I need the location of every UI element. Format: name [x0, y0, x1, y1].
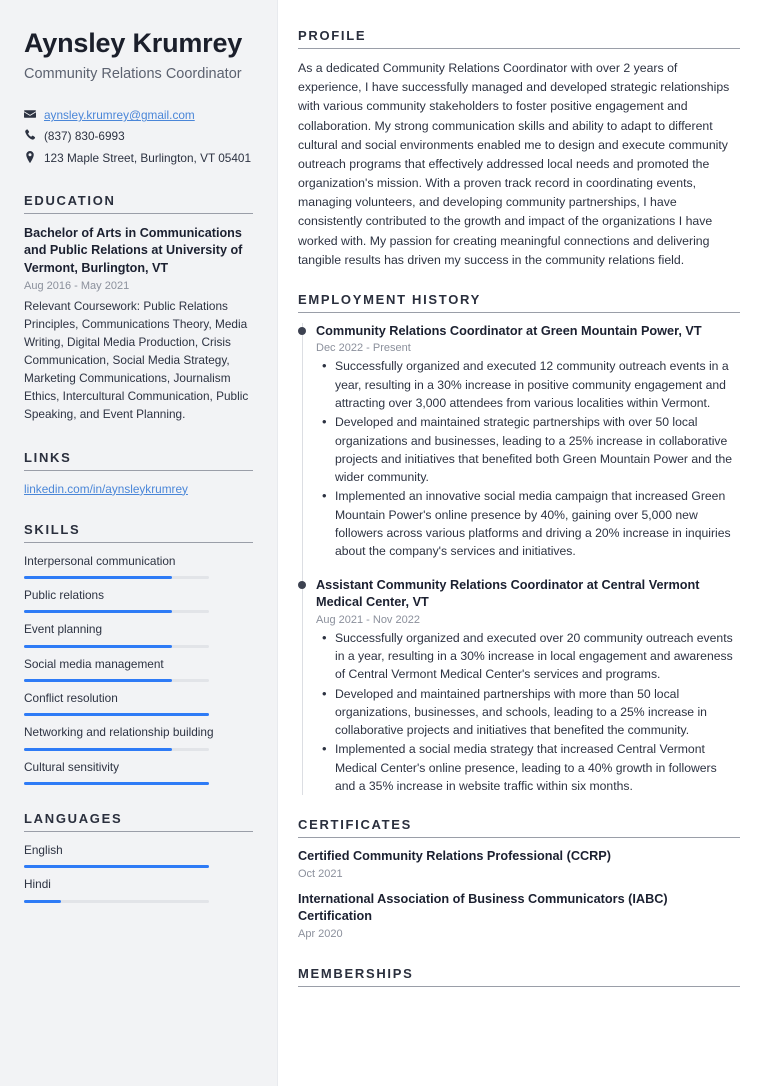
language-item: [24, 877, 253, 902]
profile-heading: PROFILE: [298, 28, 367, 43]
contact-phone-row: [24, 128, 253, 145]
contact-address-row: [24, 150, 253, 167]
section-skills: [24, 522, 253, 785]
section-links: [24, 450, 253, 496]
skill-item: [24, 554, 253, 579]
links-rule: [24, 470, 253, 471]
education-description: Relevant Coursework: Public Relations Principles, Communications Theory, Media Writing, Digital Media Production, Crisis Communication, Social Media Strategy, Marketing Communications, Journalism Ethics, Intercultural Communication, Public Speaking, and Event Planning.: [24, 299, 249, 421]
language-level-fill: [24, 900, 61, 903]
skill-label: Event planning: [24, 622, 103, 637]
education-rule: [24, 213, 253, 214]
skill-level-fill: [24, 576, 172, 579]
skill-level-fill: [24, 679, 172, 682]
timeline-dot-icon: [298, 581, 306, 589]
skill-item: [24, 691, 253, 716]
employment-item: [298, 577, 740, 796]
education-item: [24, 225, 253, 424]
main-column: [277, 0, 768, 1086]
job-bullet: • Developed and maintained partnerships with more than 50 local organizations, businesses, and schools, leading to a 25% increase in collaborative projects and initiatives that benefited the community.: [333, 685, 740, 740]
email-link[interactable]: aynsley.krumrey@gmail.com: [44, 108, 195, 123]
section-memberships: [298, 966, 740, 987]
candidate-name: Aynsley Krumrey: [24, 28, 243, 58]
skill-label: Cultural sensitivity: [24, 759, 120, 774]
skill-level-track: [24, 679, 209, 682]
job-bullet-list: [316, 357, 740, 560]
link-item: [24, 482, 253, 496]
skill-level-fill: [24, 748, 172, 751]
profile-text: As a dedicated Community Relations Coordinator with over 2 years of experience, I have successfully managed and developed strategic relationships with various community stakeholders to foster positive engagement and collaboration. My strong communication skills and ability to adapt to different cultural and social environments enabled me to design and execute community outreach programs that effectively addressed local needs and promoted the organization's mission. With a proven track record in coordinating events, managing volunteers, and developing community partnerships, I have consistently contributed to the growth and impact of the organizations I have worked with. My passion for creating meaningful connections and delivering tangible results has driven my success in the community relations field.: [298, 61, 730, 267]
address-text: 123 Maple Street, Burlington, VT 05401: [44, 150, 252, 165]
section-certificates: [298, 817, 740, 940]
education-date: Aug 2016 - May 2021: [24, 280, 130, 293]
skills-heading: SKILLS: [24, 521, 81, 537]
skill-level-track: [24, 645, 209, 648]
languages-rule: [24, 831, 253, 832]
memberships-rule: [298, 986, 740, 987]
skill-level-track: [24, 576, 209, 579]
job-bullet: • Developed and maintained strategic partnerships with over 50 local organizations and businesses, leading to a 25% increase in collaborative projects and initiatives that benefited both Green Mountain Power and the wider community.: [333, 413, 740, 486]
job-bullet: • Implemented an innovative social media campaign that increased Green Mountain Power's online presence by 40%, gaining over 5,000 new followers across various platforms and driving a 20% increase in inquiries about the company's services and initiatives.: [333, 487, 740, 560]
sidebar: [0, 0, 277, 1086]
links-heading: LINKS: [24, 449, 72, 465]
section-education: [24, 193, 253, 424]
skill-level-track: [24, 713, 209, 716]
certificate-item: [298, 891, 740, 940]
contact-list: [24, 107, 253, 166]
language-item: [24, 843, 253, 868]
linkedin-link[interactable]: linkedin.com/in/aynsleykrumrey: [24, 481, 188, 496]
skill-level-track: [24, 748, 209, 751]
skill-item: [24, 725, 253, 750]
language-label: English: [24, 843, 63, 858]
skill-label: Public relations: [24, 588, 104, 603]
candidate-job-title: Community Relations Coordinator: [24, 65, 242, 82]
languages-heading: LANGUAGES: [24, 811, 123, 827]
envelope-icon: [24, 107, 44, 120]
employment-heading: EMPLOYMENT HISTORY: [298, 291, 482, 307]
education-heading: EDUCATION: [24, 192, 116, 208]
skill-item: [24, 622, 253, 647]
employment-rule: [298, 312, 740, 313]
job-title: Community Relations Coordinator at Green Mountain Power, VT: [316, 323, 702, 338]
skill-level-track: [24, 782, 209, 785]
language-level-fill: [24, 865, 209, 868]
skill-level-fill: [24, 645, 172, 648]
certificate-title: Certified Community Relations Professional (CCRP): [298, 849, 611, 864]
skills-rule: [24, 542, 253, 543]
skill-level-track: [24, 610, 209, 613]
contact-email-text: [44, 107, 253, 124]
job-bullet: • Successfully organized and executed over 20 community outreach events in a year, resulting in a 30% increase in local engagement and awareness of Central Vermont Medical Center's services and programs.: [333, 629, 740, 684]
certificates-rule: [298, 837, 740, 838]
job-date: Aug 2021 - Nov 2022: [316, 613, 420, 626]
spacer: [316, 562, 740, 577]
education-title: Bachelor of Arts in Communications and Public Relations at University of Vermont, Burlington, VT: [24, 225, 243, 275]
memberships-heading: MEMBERSHIPS: [298, 965, 414, 981]
language-level-track: [24, 900, 209, 903]
skill-label: Networking and relationship building: [24, 725, 214, 740]
employment-item: [298, 323, 740, 577]
certificate-title: International Association of Business Communicators (IABC) Certification: [298, 891, 668, 924]
certificate-item: [298, 848, 740, 880]
skill-item: [24, 588, 253, 613]
employment-timeline: [298, 323, 740, 795]
phone-icon: [24, 128, 44, 141]
skill-item: [24, 760, 253, 785]
skill-label: Interpersonal communication: [24, 553, 176, 568]
language-label: Hindi: [24, 877, 51, 892]
skill-label: Conflict resolution: [24, 691, 118, 706]
skill-level-fill: [24, 713, 209, 716]
contact-email-row[interactable]: [24, 107, 253, 124]
certificates-heading: CERTIFICATES: [298, 817, 413, 833]
skill-item: [24, 657, 253, 682]
job-bullet: • Successfully organized and executed 12 community outreach events in a year, resulting in a 30% increase in positive community engagement and attracting over 3,000 attendees from various localities within Vermont.: [333, 357, 740, 412]
phone-text: (837) 830-6993: [44, 129, 125, 144]
section-profile: [298, 28, 740, 270]
job-bullet-list: [316, 629, 740, 796]
timeline-dot-icon: [298, 327, 306, 335]
certificate-date: Oct 2021: [298, 867, 343, 880]
skill-level-fill: [24, 782, 209, 785]
section-employment: [298, 292, 740, 795]
job-date: Dec 2022 - Present: [316, 342, 411, 355]
certificate-date: Apr 2020: [298, 927, 343, 940]
job-title: Assistant Community Relations Coordinator at Central Vermont Medical Center, VT: [316, 577, 700, 610]
section-languages: [24, 811, 253, 903]
profile-rule: [298, 48, 740, 49]
job-bullet: • Implemented a social media strategy that increased Central Vermont Medical Center's online presence, leading to a 40% growth in followers and a 35% increase in website traffic within six months.: [333, 740, 740, 795]
language-level-track: [24, 865, 209, 868]
skill-level-fill: [24, 610, 172, 613]
map-pin-icon: [24, 150, 44, 163]
skill-label: Social media management: [24, 656, 164, 671]
